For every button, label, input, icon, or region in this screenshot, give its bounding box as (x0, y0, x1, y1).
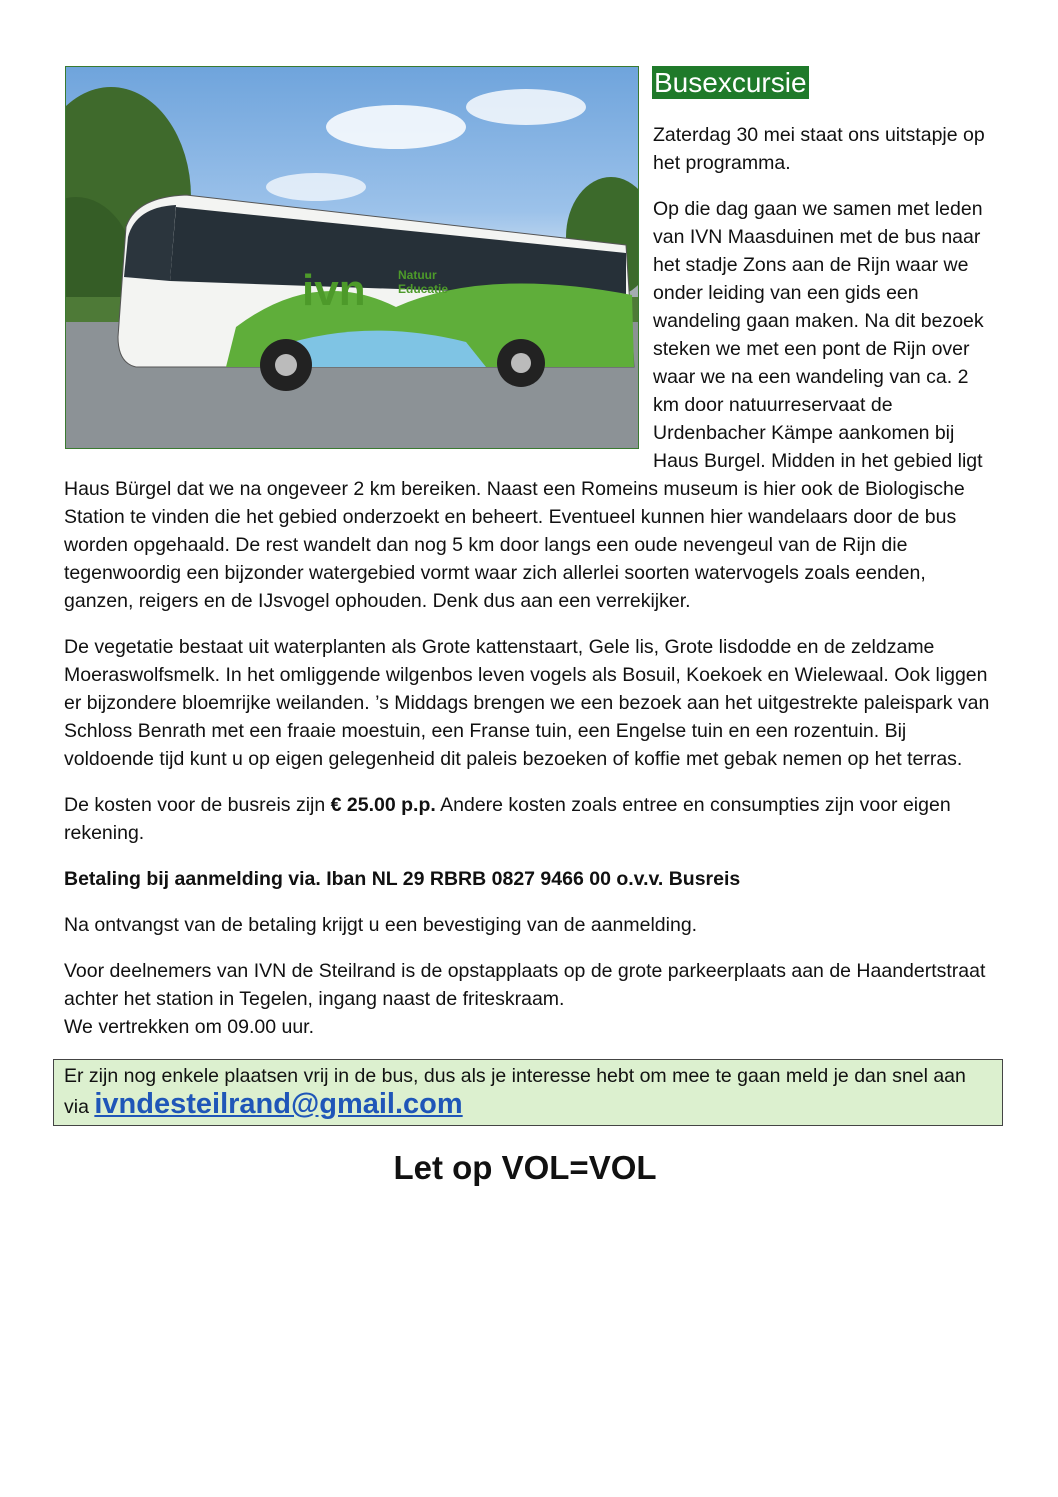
cost-text-post: Andere kosten zoals entree en consumpties zijn voor eigen rekening. (64, 794, 951, 844)
confirmation-paragraph: Na ontvangst van de betaling krijgt u een bevestiging van de aanmelding. (64, 914, 698, 936)
payment-text: Betaling bij aanmelding via. Iban NL 29 RBRB 0827 9466 00 o.v.v. Busreis (64, 868, 741, 890)
email-link[interactable]: ivndesteilrand@gmail.com (94, 1088, 463, 1120)
payment-paragraph (64, 865, 996, 893)
bus-tagline-2: Educatie (398, 282, 449, 296)
route-paragraph: Op die dag gaan we samen met leden van IVN Maasduinen met de bus naar het stadje Zons aan de Rijn waar we onder leiding van een gids een wandeling gaan maken. Na dit bezoek steken we met een pont de Rijn over waar we na een wandeling van ca. 2 km door natuurreservaat de Urdenbacher Kämpe aankomen bij Haus Burgel. Midden in het gebied ligt Haus Bürgel dat we na ongeveer 2 km bereiken. Naast een Romeins museum is hier ook de Biologische Station te vinden die het gebied onderzoekt en beheert. Eventueel kunnen hier wandelaars door de bus worden opgehaald. De rest wandelt dan nog 5 km door langs een oude nevengeul van de Rijn die tegenwoordig een bijzonder watergebied vormt waar zich allerlei soorten watervogels zoals eenden, ganzen, reigers en de IJsvogel ophouden. Denk dus aan een verrekijker. (64, 198, 984, 612)
cost-text-pre: De kosten voor de busreis zijn (64, 794, 331, 816)
full-warning: Let op VOL=VOL (393, 1149, 657, 1186)
notice-text: Er zijn nog enkele plaatsen vrij in de bus, dus als je interesse hebt om mee te gaan meld je dan snel aan via (64, 1065, 966, 1118)
document-page (64, 66, 996, 1188)
departure-location: Voor deelnemers van IVN de Steilrand is de opstapplaats op de grote parkeerplaats aan de Haandertstraat achter het station in Tegelen, ingang naast de friteskraam. (64, 960, 986, 1010)
vegetation-paragraph: De vegetatie bestaat uit waterplanten als Grote kattenstaart, Gele lis, Grote lisdodde en de zeldzame Moeraswolfsmelk. In het omliggende wilgenbos leven vogels als Bosuil, Koekoek en Wielewaal. Ook liggen er bijzondere bloemrijke weilanden. ’s Middags brengen we een bezoek aan het uitgestrekte paleispark van Schloss Benrath met een fraaie moestuin, een Franse tuin, een Engelse tuin en een rozentuin. Bij voldoende tijd kunt u op eigen gelegenheid dit paleis bezoeken of koffie met gebak nemen op het terras. (64, 636, 990, 770)
cost-amount: € 25.00 p.p. (330, 794, 436, 816)
availability-notice (53, 1059, 1003, 1126)
bus-photo (65, 66, 639, 449)
page-title: Busexcursie (654, 67, 807, 98)
departure-paragraph (64, 957, 996, 1041)
bus-tagline-1: Natuur (398, 268, 437, 282)
bus-brand-text: ivn (302, 266, 366, 315)
intro-paragraph: Zaterdag 30 mei staat ons uitstapje op het programma. (653, 124, 985, 174)
bus-illustration (66, 67, 638, 448)
cost-paragraph (64, 791, 996, 847)
departure-time: We vertrekken om 09.00 uur. (64, 1016, 315, 1038)
